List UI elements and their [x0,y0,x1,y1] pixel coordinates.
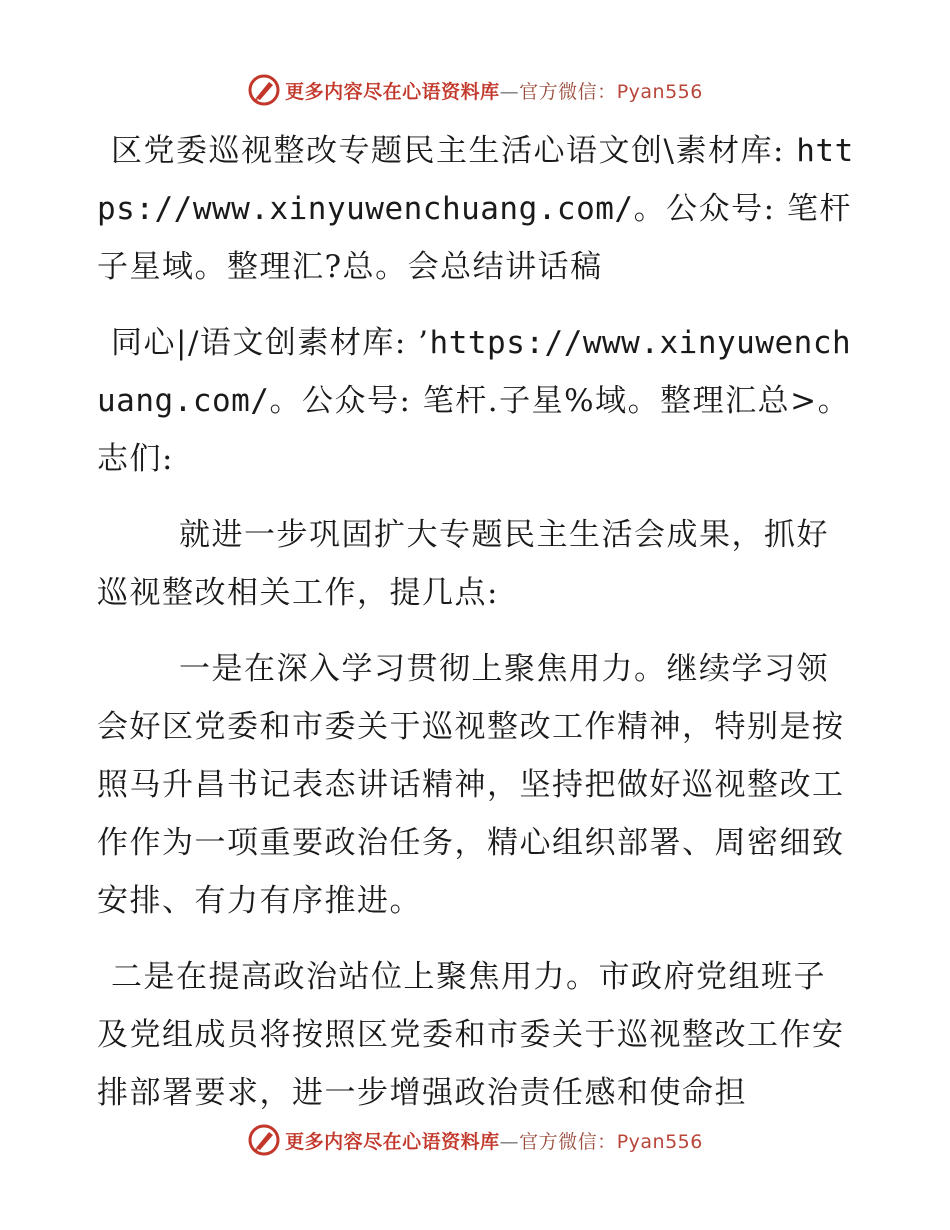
paragraph-2-text-c: 。公众号: 笔杆.子星%域。整理汇总>。志们: [97,383,851,477]
banner-wechat-label: 官方微信： [519,1130,617,1153]
paragraph-5: 二是在提高政治站位上聚焦用力。市政府党组班子及党组成员将按照区党委和市委关于巡视整改工作安排部署要求，进一步增强政治责任感和使命担 [97,959,845,1111]
banner-wechat-id: Pyan556 [616,80,703,103]
paragraph-1 [97,122,857,296]
header-banner [0,70,950,110]
banner-dash: — [499,1130,520,1153]
banner-main-text: 更多内容尽在心语资料库 [285,80,500,103]
paragraph-2-url: https://www.xinyuwenchuang.com/ [97,325,852,419]
paragraph-2-text-a: 同心|/语文创素材库: ’ [111,325,430,361]
quill-circle-icon [247,73,281,107]
paragraph-4: 一是在深入学习贯彻上聚焦用力。继续学习领会好区党委和市委关于巡视整改工作精神，特别是按照马升昌书记表态讲话精神，坚持把做好巡视整改工作作为一项重要政治任务，精心组织部署、周密细致安排、有力有序推进。 [97,651,845,919]
quill-circle-icon [247,1123,281,1157]
paragraph-3: 就进一步巩固扩大专题民主生活会成果，抓好巡视整改相关工作，提几点: [97,517,829,611]
document-body [97,122,857,1140]
paragraph-1-url: https://www.xinyuwenchuang.com/ [97,133,854,227]
banner-main-text: 更多内容尽在心语资料库 [285,1130,500,1153]
paragraph-1-text-c: 。公众号: 笔杆子星域。整理汇?总。会总结讲话稿 [97,191,852,285]
paragraph-2 [97,314,857,488]
paragraph-1-text-a: 区党委巡视整改专题民主生活心语文创\素材库: [111,133,797,169]
banner-wechat-id: Pyan556 [616,1130,703,1153]
banner-wechat-label: 官方微信： [519,80,617,103]
banner-dash: — [499,80,520,103]
footer-banner [0,1120,950,1160]
